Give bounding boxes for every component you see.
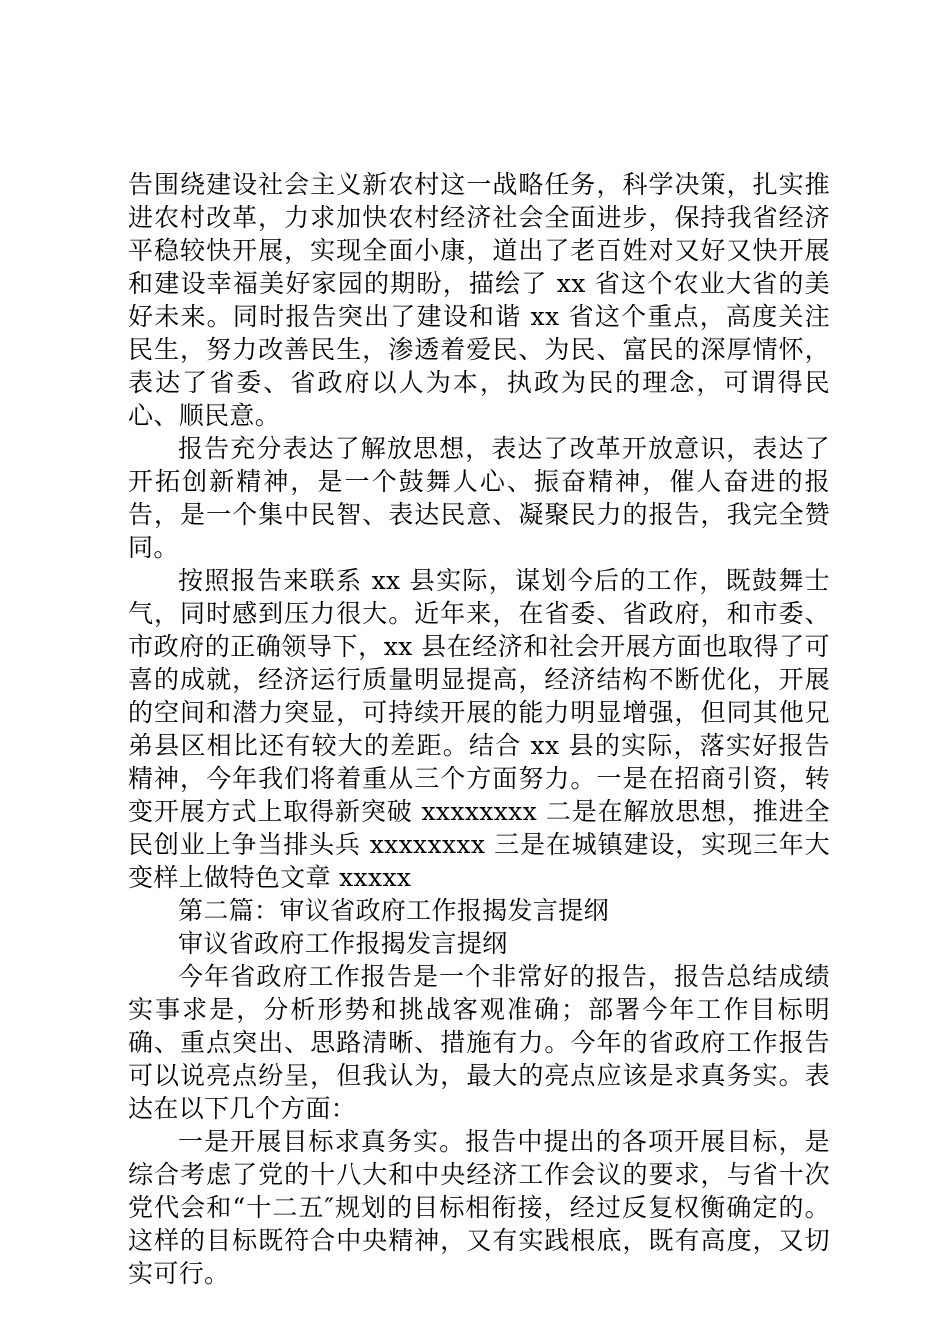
section-heading: 第二篇：审议省政府工作报揭发言提纲 (178, 896, 609, 925)
paragraph-1: 告围绕建设社会主义新农村这一战略任务，科学决策，扎实推进农村改革，力求加快农村经济社会全面进步，保持我省经济平稳较快开展，实现全面小康，道出了老百姓对又好又快开展和建设幸福美好家园的期盼，描绘了 xx 省这个农业大省的美好未来。同时报告突出了建设和谐 xx 省这个重点，高度关注民生，努力改善民生，渗透着爱民、为民、富民的深厚情怀，表达了省委、省政府以人为本，执政为民的理念，可谓得民心、顺民意。 (128, 170, 830, 430)
document-body (128, 168, 830, 1290)
paragraph-5: 一是开展目标求真务实。报告中提出的各项开展目标，是综合考虑了党的十八大和中央经济工作会议的要求，与省十次党代会和“十二五″规划的目标相衔接，经过反复权衡确定的。这样的目标既符合中央精神，又有实践根底，既有高度，又切实可行。 (128, 1127, 830, 1288)
paragraph-2: 报告充分表达了解放思想，表达了改革开放意识，表达了开拓创新精神，是一个鼓舞人心、振奋精神，催人奋进的报告，是一个集中民智、表达民意、凝聚民力的报告，我完全赞同。 (128, 434, 830, 562)
paragraph-3: 按照报告来联系 xx 县实际，谋划今后的工作，既鼓舞士气，同时感到压力很大。近年来，在省委、省政府，和市委、市政府的正确领导下，xx 县在经济和社会开展方面也取得了可喜的成就，经济运行质量明显提高，经济结构不断优化，开展的空间和潜力突显，可持续开展的能力明显增强，但同其他兄弟县区相比还有较大的差距。结合 xx 县的实际，落实好报告精神，今年我们将着重从三个方面努力。一是在招商引资，转变开展方式上取得新突破 xxxxxxxx 二是在解放思想，推进全民创业上争当排头兵 xxxxxxxx 三是在城镇建设，实现三年大变样上做特色文章 xxxxx (128, 566, 830, 892)
section-title: 审议省政府工作报揭发言提纲 (178, 929, 508, 958)
paragraph-4: 今年省政府工作报告是一个非常好的报告，报告总结成绩实事求是，分析形势和挑战客观准确；部署今年工作目标明确、重点突出、思路清晰、措施有力。今年的省政府工作报告可以说亮点纷呈，但我认为，最大的亮点应该是求真务实。表达在以下几个方面： (128, 962, 830, 1123)
